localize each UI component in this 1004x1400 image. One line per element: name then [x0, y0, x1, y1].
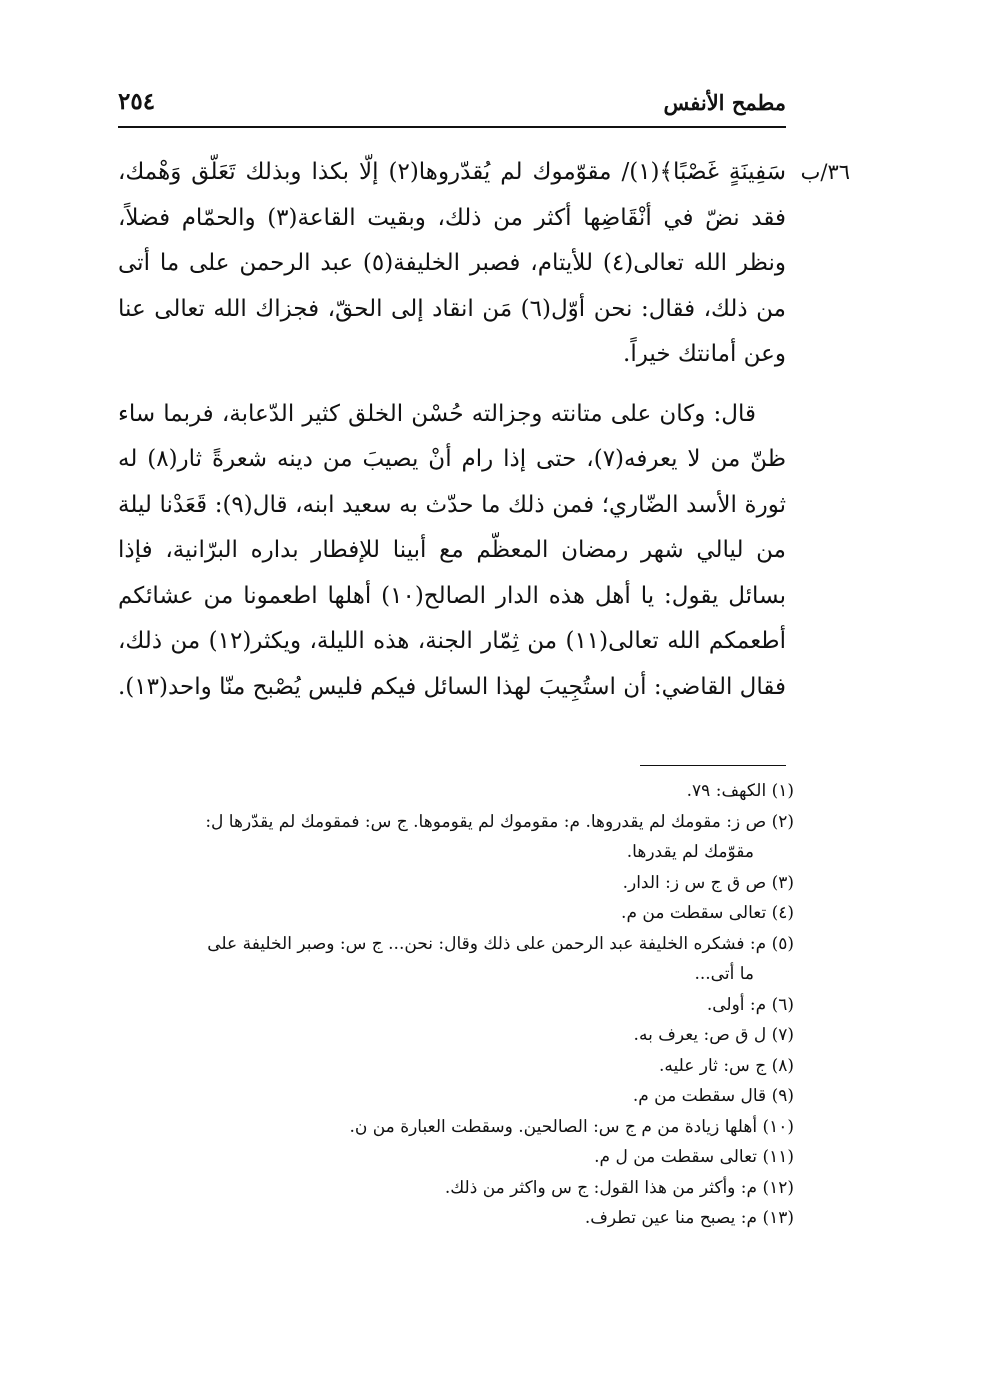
footnote-divider — [640, 765, 786, 766]
footnote-text: (٦) م: أولى. — [706, 994, 794, 1015]
footnote-text: (٢) ص ز: مقومك لم يقدروها. م: مقوموك لم يقوموها. ج س: فمقومك لم يقدّرها ل: — [205, 811, 794, 832]
footnote-text: (٣) ص ق ج س ز: الدار. — [622, 872, 794, 893]
footnote — [118, 1081, 794, 1112]
footnote-text: (٤) تعالى سقطت من م. — [621, 903, 794, 923]
footnote-text: (٩) قال سقطت من م. — [632, 1086, 794, 1106]
footnote-continuation: ما أتى... — [694, 964, 754, 984]
paragraph-1: سَفِينَةٍ غَصْبًا﴾(١)/ مقوّموك لم يُقدّروها(٢) إلّا بكذا وبذلك تَعَلّق وَهْمك، فقد نضّ في أنْقَاضِها أكثر من ذلك، وبقيت القاعة(٣) والحمّام فضلاً، ونظر الله تعالى(٤) للأيتام، فصبر الخليفة(٥) عبد الرحمن على ما أتى من ذلك، فقال: نحن أوّل(٦) مَن انقاد إلى الحقّ، فجزاك الله تعالى عنا وعن أمانتك خيراً. — [118, 159, 786, 367]
running-header — [118, 86, 786, 128]
footnote-text: (١٢) م: وأكثر من هذا القول: ج س واكثر من ذلك. — [444, 1177, 794, 1198]
footnote — [118, 868, 794, 899]
footnote — [118, 1142, 794, 1173]
footnote-continuation: مقوّمك لم يقدرها. — [626, 842, 754, 862]
footnote — [118, 1020, 794, 1051]
manuscript-folio-marker: ٣٦/ب — [800, 160, 850, 184]
footnote — [118, 776, 794, 807]
footnote — [118, 807, 794, 868]
footnotes — [118, 776, 794, 1234]
footnote-text: (١) الكهف: ٧٩. — [686, 781, 794, 801]
footnote-text: (١١) تعالى سقطت من ل م. — [594, 1147, 794, 1167]
footnote — [118, 898, 794, 929]
footnote-text: (٥) م: فشكره الخليفة عبد الرحمن على ذلك وقال: نحن... ج س: وصبر الخليفة على — [207, 933, 794, 954]
footnote-text: (٨) ج س: ثار عليه. — [658, 1055, 794, 1076]
page-number: ٢٥٤ — [118, 88, 156, 115]
footnote-text: (٧) ل ق ص: يعرف به. — [633, 1025, 794, 1045]
footnote — [118, 1203, 794, 1234]
main-text — [118, 150, 786, 710]
footnote — [118, 990, 794, 1021]
footnote-text: (١٠) أهلها زيادة من م ج س: الصالحين. وسقطت العبارة من ن. — [349, 1116, 794, 1137]
paragraph-2: قال: وكان على متانته وجزالته حُسْن الخلق كثير الدّعابة، فربما ساء ظنّ من لا يعرفه(٧)، حتى إذا رام أنْ يصيبَ من دينه شعرةً ثار(٨) له ثورة الأسد الضّاري؛ فمن ذلك ما حدّث به سعيد ابنه، قال(٩): قَعَدْنا ليلة من ليالي شهر رمضان المعظّم مع أبينا للإفطار بداره البرّانية، فإذا بسائل يقول: يا أهل هذه الدار الصالح(١٠) أهلها اطعمونا من عشائكم أطعمكم الله تعالى(١١) من ثِمّار الجنة، هذه الليلة، ويكثر(١٢) من ذلك، فقال القاضي: أن استُجِيبَ لهذا السائل فيكم فليس يُصْبح منّا واحد(١٣). — [117, 400, 786, 700]
footnote — [118, 1173, 794, 1204]
footnote — [118, 1051, 794, 1082]
footnote-text: (١٣) م: يصبح منا عين تطرف. — [584, 1208, 794, 1228]
book-title: مطمح الأنفس — [663, 90, 786, 115]
footnote — [118, 1112, 794, 1143]
footnote — [118, 929, 794, 990]
